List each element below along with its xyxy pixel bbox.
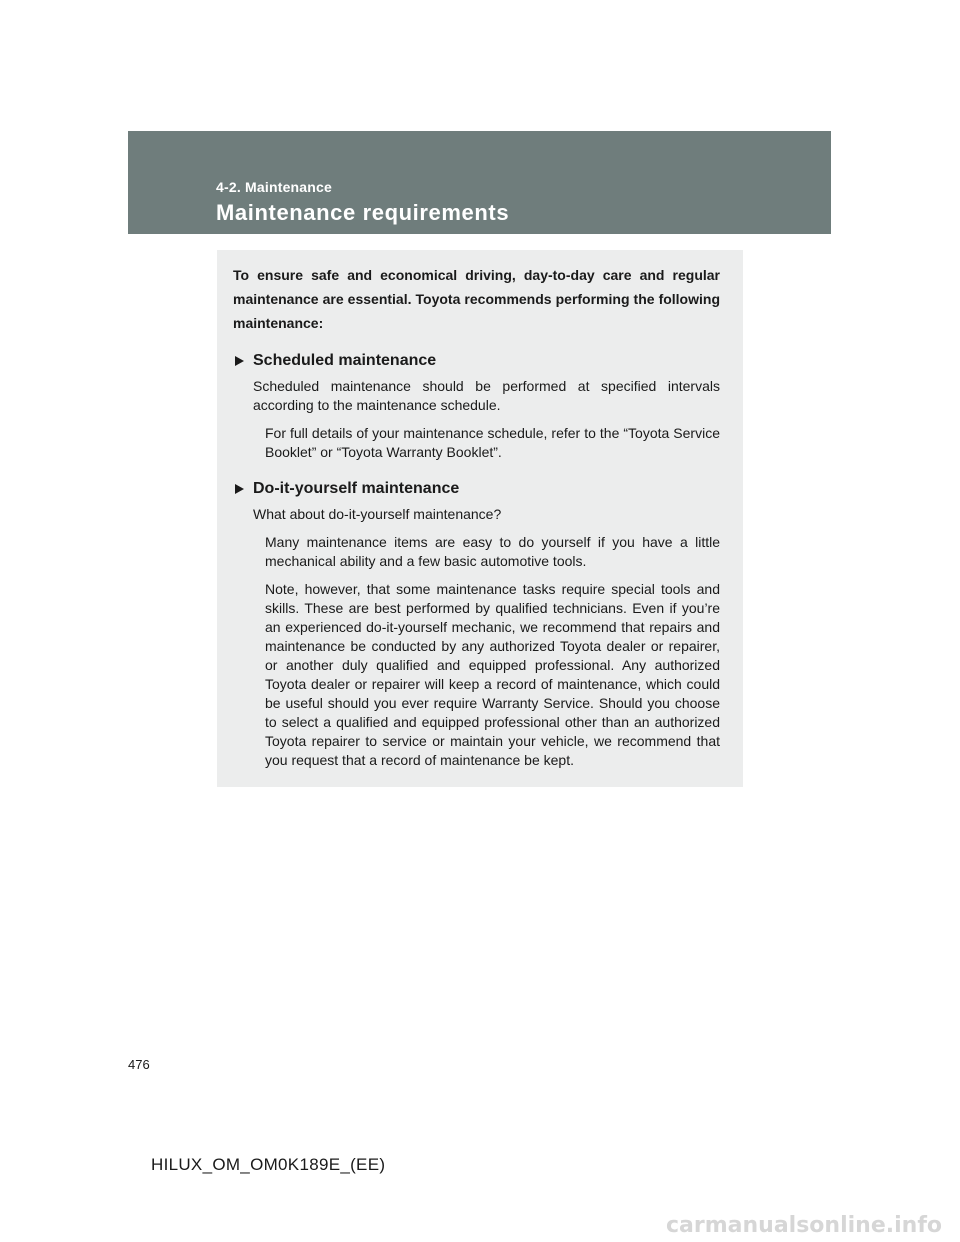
intro-paragraph: To ensure safe and economical driving, day-to-day care and regular maintenance are essential. Toyota recommends performing the following maintenance: [233,267,720,331]
heading-text: Do-it-yourself maintenance [253,480,460,497]
scheduled-maintenance-text: Scheduled maintenance should be performed at specified intervals according to the maintenance schedule. [253,378,720,413]
diy-question: What about do-it-yourself maintenance? [253,506,502,522]
triangle-bullet-icon [235,484,244,494]
watermark: carmanualsonline.info [666,1213,942,1238]
section-label: 4-2. Maintenance [216,179,333,195]
heading-text: Scheduled maintenance [253,352,437,369]
spacer [233,471,720,479]
diy-paragraph-2: Note, however, that some maintenance tasks require special tools and skills. These are best performed by qualified technicians. Even if you’re an experienced do-it-yourself mechanic, we recommend that repairs and maintenance be conducted by any authorized Toyota dealer or repairer, or another duly qualified and equipped professional. Any authorized Toyota dealer or repairer will keep a record of maintenance, which could be useful should you ever require Warranty Service. Should you choose to select a qualified and equipped professional other than an authorized Toyota repairer to service or maintain your vehicle, we recommend that you request that a record of maintenance be kept. [265,581,720,768]
diy-maintenance-heading [233,479,720,499]
page-number: 476 [128,1057,150,1072]
triangle-bullet-icon [235,356,244,366]
scheduled-maintenance-note: For full details of your maintenance schedule, refer to the “Toyota Service Booklet” or “Toyota Warranty Booklet”. [265,425,720,460]
page-title: Maintenance requirements [216,200,510,225]
document-code: HILUX_OM_OM0K189E_(EE) [151,1155,386,1174]
scheduled-maintenance-heading [233,351,720,371]
diy-paragraph-1: Many maintenance items are easy to do yourself if you have a little mechanical ability and a few basic automotive tools. [265,534,720,569]
header-band [128,131,831,234]
content-box [217,250,743,787]
